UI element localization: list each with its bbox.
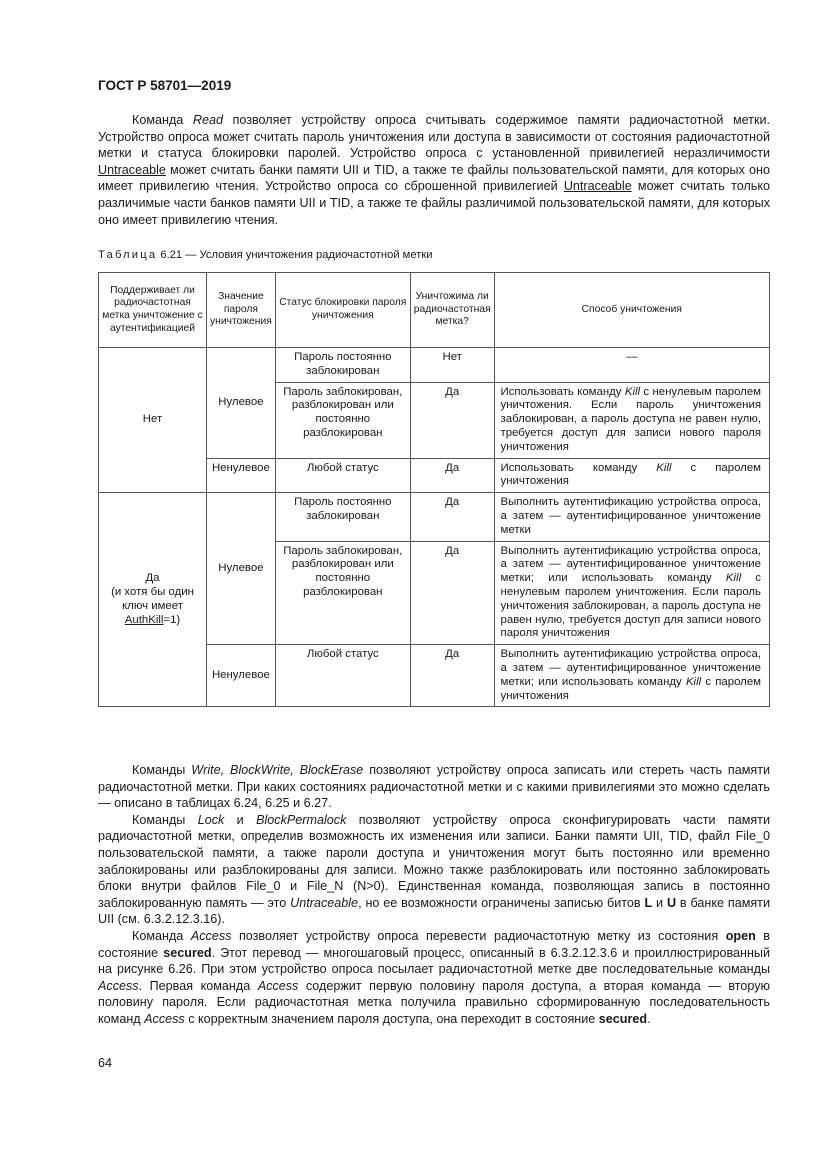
inline-term: U [666, 895, 677, 910]
status-cell: Любой статус [275, 458, 410, 493]
method-cell: Выполнить аутентификацию устройства опроса, а затем — аутентифицированное уничтожение метки [494, 493, 769, 541]
killable-cell: Нет [410, 348, 494, 383]
intro-paragraph: Команда Read позволяет устройству опроса считывать содержимое памяти радиочастотной метки. Устройство опроса может считать пароль уничтожения или доступа в зависимости от состояния радиочастотной метки и статуса блокировки паролей. Устройство опроса с установленной привилегией неразличимости Untraceable может считать банки памяти UII и TID, а также те файлы пользовательской памяти, для которых оно имеет привилегию чтения. Устройство опроса со сброшенной привилегией Untraceable может считать только различимые части банков памяти UII и TID, а также те файлы различимой пользовательской памяти, для которых оно имеет привилегию чтения. [98, 113, 770, 227]
body-paragraph-lock: Команды Lock и BlockPermalock позволяют устройству опроса сконфигурировать части памяти радиочастотной метки, определив возможность их изменения или записи. Банки памяти UII, TID, файл File_0 пользовательской памяти, а также пароли доступа и уничтожения могут быть постоянно или временно заблокированы или разблокированы для записи. Можно также разблокировать или постоянно заблокировать блоки внутри файлов File_0 и File_N (N>0). Единственная команда, позволяющая запись в постоянно заблокированную память — это Untraceable, но ее возможности ограничены записью битов L и U в банке памяти UII (см. 6.3.2.12.3.16). [98, 812, 770, 927]
header-password-value: Значение пароля уничтожения [207, 273, 276, 348]
inline-term: Lock [197, 812, 225, 827]
authkill-key: AuthKill [124, 613, 164, 626]
group-yes-line: (и хотя бы один [111, 585, 194, 598]
inline-term: Untraceable [98, 162, 166, 177]
group-yes-cell [99, 493, 207, 707]
inline-term: Kill [725, 572, 742, 585]
killable-cell: Да [410, 645, 494, 707]
killable-cell: Да [410, 458, 494, 493]
inline-term: secured [598, 1011, 648, 1026]
zero-value-cell: Нулевое [207, 348, 276, 459]
method-cell: Выполнить аутентификацию устройства опроса, а затем — аутентифицированное уничтожение метки; или использовать команду Kill с паролем уничтожения [494, 645, 769, 707]
header-kill-method: Способ уничтожения [494, 273, 769, 348]
nonzero-value-cell: Ненулевое [207, 645, 276, 707]
zero-value-cell: Нулевое [207, 493, 276, 645]
inline-term: secured [163, 945, 212, 960]
inline-term: Untraceable [290, 895, 359, 910]
inline-term: Access [257, 978, 299, 993]
body-text [98, 762, 770, 1028]
header-lock-status: Статус блокировки пароля уничтожения [275, 273, 410, 348]
group-yes-suffix: =1) [163, 613, 181, 626]
status-cell: Пароль постоянно заблокирован [275, 348, 410, 383]
table-caption-label: Таблица [98, 249, 158, 261]
method-cell: — [494, 348, 769, 383]
inline-term: Access [144, 1011, 185, 1026]
page-number: 64 [98, 1056, 113, 1070]
inline-term: Write, BlockWrite, BlockErase [191, 763, 364, 777]
group-yes-line: ключ имеет [122, 599, 183, 612]
header-killable: Уничтожима ли радиочастотная метка? [410, 273, 494, 348]
killable-cell: Да [410, 493, 494, 541]
table-header-row [99, 273, 770, 348]
inline-term: open [725, 928, 756, 943]
nonzero-value-cell: Ненулевое [207, 458, 276, 493]
status-cell: Пароль постоянно заблокирован [275, 493, 410, 541]
group-no-cell: Нет [99, 348, 207, 493]
method-cell: Использовать команду Kill с ненулевым паролем уничтожения. Если пароль уничтожения заблокирован, а пароль доступа не равен нулю, требуется доступ для записи нового пароля уничтожения [494, 382, 769, 458]
kill-conditions-table [98, 272, 770, 707]
status-cell: Пароль заблокирован, разблокирован или постоянно разблокирован [275, 541, 410, 645]
body-paragraph-access: Команда Access позволяет устройству опроса перевести радиочастотную метку из состояния open в состояние secured. Этот перевод — многошаговый процесс, описанный в 6.3.2.12.3.6 и проиллюстрированный на рисунке 6.26. При этом устройство опроса посылает радиочастотной метке две последовательные команды Access. Первая команда Access содержит первую половину пароля доступа, а вторая команда — вторую половину пароля. Если радиочастотная метка получила правильно сформированную последовательность команд Access с корректным значением пароля доступа, она переходит в состояние secured. [98, 928, 771, 1026]
killable-cell: Да [410, 541, 494, 645]
body-paragraph-write: Команды Write, BlockWrite, BlockErase позволяют устройству опроса записать или стереть часть памяти радиочастотной метки. При каких состояниях радиочастотной метки и с какими привилегиями это можно сделать — описано в таблицах 6.24, 6.25 и 6.27. [98, 763, 771, 811]
method-cell: Использовать команду Kill с паролем уничтожения [494, 458, 769, 493]
inline-term: Kill [685, 675, 702, 688]
inline-term: Kill [624, 385, 641, 398]
method-cell: Выполнить аутентификацию устройства опроса, а затем — аутентифицированное уничтожение метки; или использовать команду Kill с ненулевым паролем уничтожения. Если пароль уничтожения заблокирован, а пароль доступа не равен нулю, требуется доступ для записи нового пароля уничтожения [494, 541, 769, 645]
table-row [99, 348, 770, 383]
group-yes-line: Да [145, 572, 160, 585]
table-row [99, 493, 770, 541]
inline-term: Kill [656, 461, 672, 474]
table-caption-text: 6.21 — Условия уничтожения радиочастотной метки [160, 249, 433, 261]
status-cell: Любой статус [275, 645, 410, 707]
document-header: ГОСТ Р 58701—2019 [98, 78, 232, 93]
inline-term: L [644, 895, 653, 910]
killable-cell: Да [410, 382, 494, 458]
status-cell: Пароль заблокирован, разблокирован или постоянно разблокирован [275, 382, 410, 458]
inline-term: Access [98, 978, 139, 993]
inline-term: Access [190, 928, 232, 943]
inline-term: Untraceable [563, 179, 632, 194]
header-auth-kill: Поддерживает ли радиочастотная метка уничтожение с аутентификацией [99, 273, 207, 348]
inline-term: Read [192, 113, 223, 127]
inline-term: BlockPermalock [256, 812, 347, 827]
table-caption [98, 249, 433, 261]
